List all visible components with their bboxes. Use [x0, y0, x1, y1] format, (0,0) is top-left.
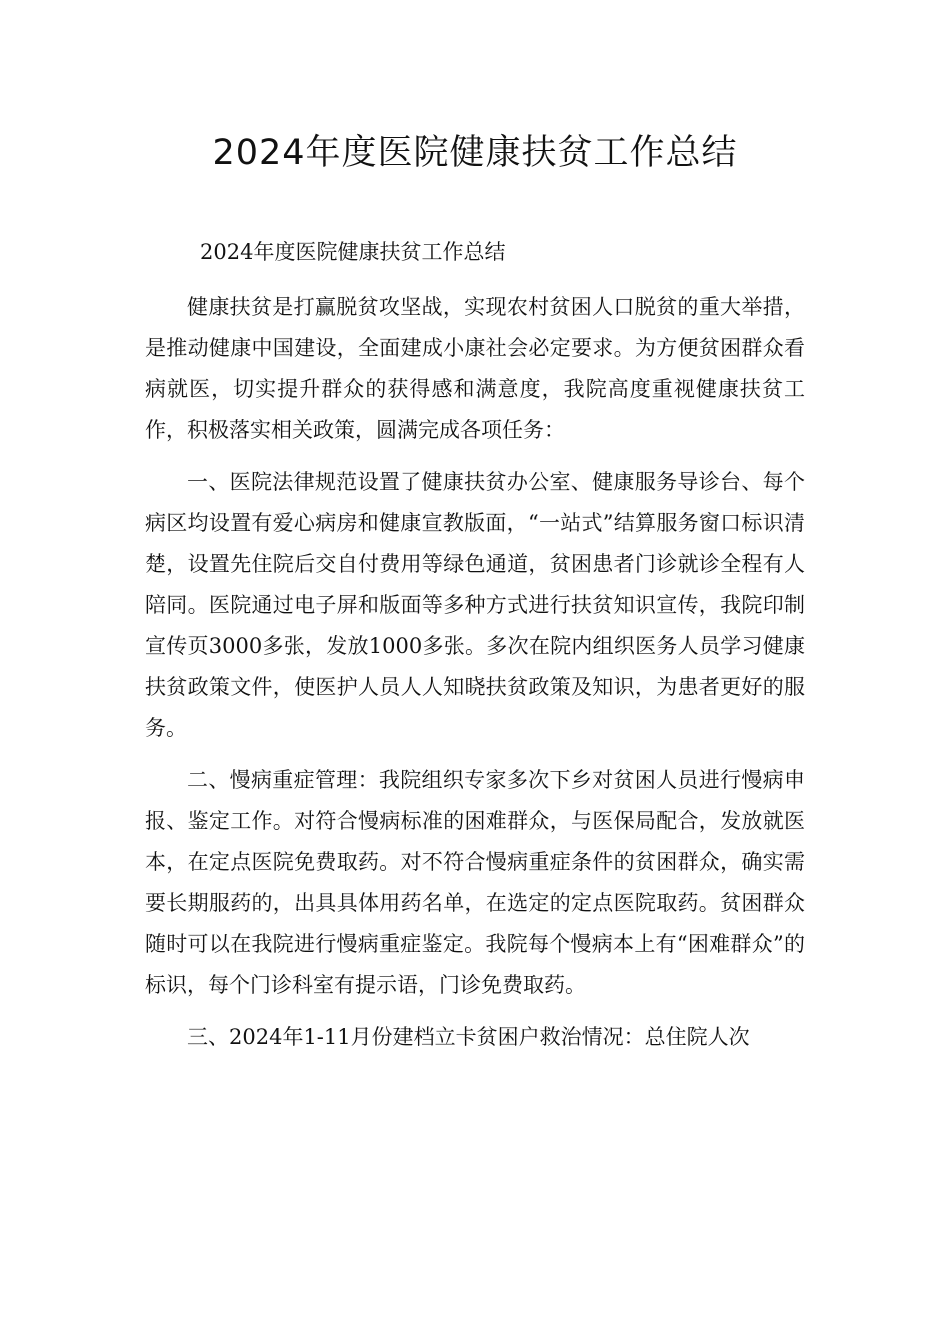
document-title: 2024年度医院健康扶贫工作总结: [212, 133, 738, 173]
document-body: [145, 232, 805, 1069]
document-subtitle: 2024年度医院健康扶贫工作总结: [200, 240, 506, 264]
section-two-paragraph: 二、慢病重症管理：我院组织专家多次下乡对贫困人员进行慢病申报、鉴定工作。对符合慢病标准的困难群众，与医保局配合，发放就医本，在定点医院免费取药。对不符合慢病重症条件的贫困群众，确实需要长期服药的，出具具体用药名单，在选定的定点医院取药。贫困群众随时可以在我院进行慢病重症鉴定。我院每个慢病本上有“困难群众”的标识，每个门诊科室有提示语，门诊免费取药。: [145, 768, 805, 997]
section-three-paragraph: 三、2024年1-11月份建档立卡贫困户救治情况：总住院人次: [187, 1025, 750, 1049]
section-one-paragraph: 一、医院法律规范设置了健康扶贫办公室、健康服务导诊台、每个病区均设置有爱心病房和健康宣教版面，“一站式”结算服务窗口标识清楚，设置先住院后交自付费用等绿色通道，贫困患者门诊就诊全程有人陪同。医院通过电子屏和版面等多种方式进行扶贫知识宣传，我院印制宣传页3000多张，发放1000多张。多次在院内组织医务人员学习健康扶贫政策文件，使医护人员人人知晓扶贫政策及知识，为患者更好的服务。: [145, 470, 805, 740]
intro-paragraph: 健康扶贫是打赢脱贫攻坚战，实现农村贫困人口脱贫的重大举措，是推动健康中国建设，全面建成小康社会必定要求。为方便贫困群众看病就医，切实提升群众的获得感和满意度，我院高度重视健康扶贫工作，积极落实相关政策，圆满完成各项任务：: [145, 295, 805, 442]
